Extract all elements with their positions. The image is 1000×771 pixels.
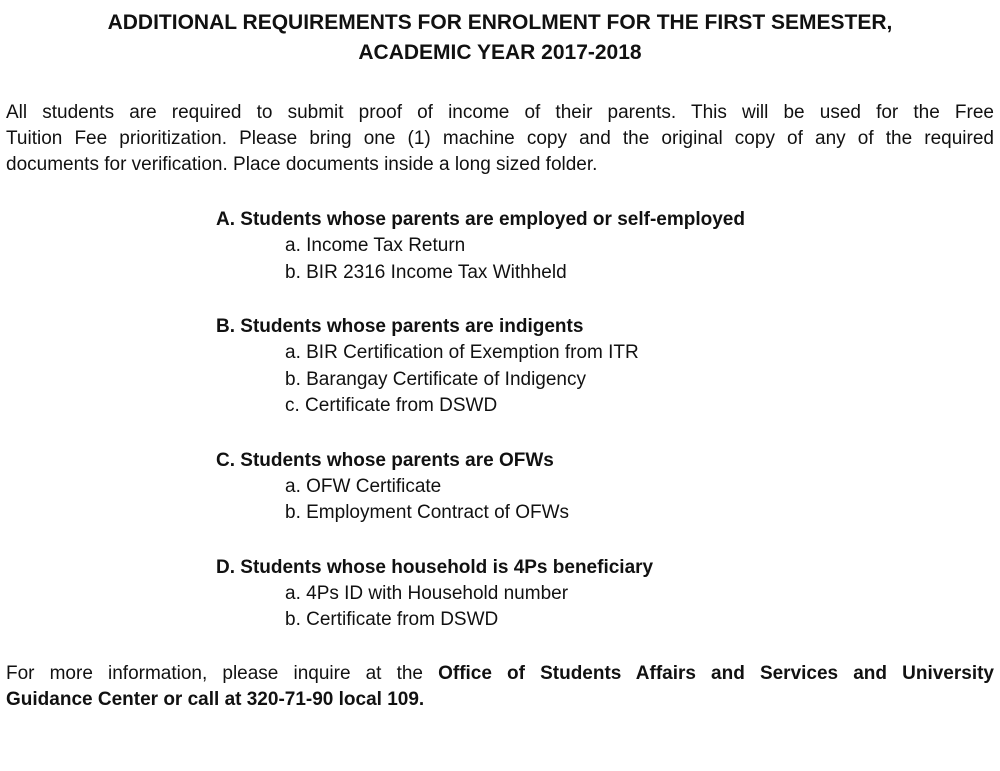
footer-line-1 xyxy=(6,661,994,687)
section-item-list xyxy=(216,340,936,420)
footer-prefix: For more information, please inquire at the xyxy=(6,663,439,684)
section-indigents xyxy=(216,313,936,420)
section-4ps xyxy=(216,554,936,634)
title-line-1: ADDITIONAL REQUIREMENTS FOR ENROLMENT FOR THE FIRST SEMESTER, xyxy=(107,11,893,34)
section-ofws xyxy=(216,447,936,527)
intro-line-3: documents for verification. Place documents inside a long sized folder. xyxy=(6,154,598,175)
section-heading: A. Students whose parents are employed or self-employed xyxy=(216,209,745,230)
intro-line-2: Tuition Fee prioritization. Please bring one (1) machine copy and the original copy of any of the required xyxy=(6,128,994,149)
title-line-2: ACADEMIC YEAR 2017-2018 xyxy=(358,41,642,64)
list-item: b. Barangay Certificate of Indigency xyxy=(285,368,587,390)
intro-paragraph xyxy=(6,100,994,178)
list-item: a. OFW Certificate xyxy=(285,475,442,497)
list-item: b. BIR 2316 Income Tax Withheld xyxy=(285,261,567,283)
list-item: a. Income Tax Return xyxy=(285,235,466,256)
section-heading: C. Students whose parents are OFWs xyxy=(216,449,554,471)
section-employed xyxy=(216,206,936,286)
section-item-list xyxy=(216,581,936,634)
list-item: a. 4Ps ID with Household number xyxy=(285,582,569,604)
section-heading: D. Students whose household is 4Ps beneficiary xyxy=(216,556,654,578)
list-item: b. Certificate from DSWD xyxy=(285,609,499,630)
list-item: b. Employment Contract of OFWs xyxy=(285,502,570,523)
footer-line-2: Guidance Center or call at 320-71-90 local 109. xyxy=(6,689,425,710)
list-item: c. Certificate from DSWD xyxy=(285,395,498,416)
list-item: a. BIR Certification of Exemption from ITR xyxy=(285,342,639,363)
section-item-list xyxy=(216,474,936,527)
requirements-sections xyxy=(216,206,936,661)
office-name: Office of Students Affairs and Services and University xyxy=(438,663,994,684)
section-item-list xyxy=(216,233,936,286)
footer-contact-note xyxy=(6,661,994,713)
intro-line-1: All students are required to submit proof of income of their parents. This will be used for the Free xyxy=(6,102,994,123)
document-title xyxy=(0,8,1000,68)
section-heading: B. Students whose parents are indigents xyxy=(216,316,584,337)
